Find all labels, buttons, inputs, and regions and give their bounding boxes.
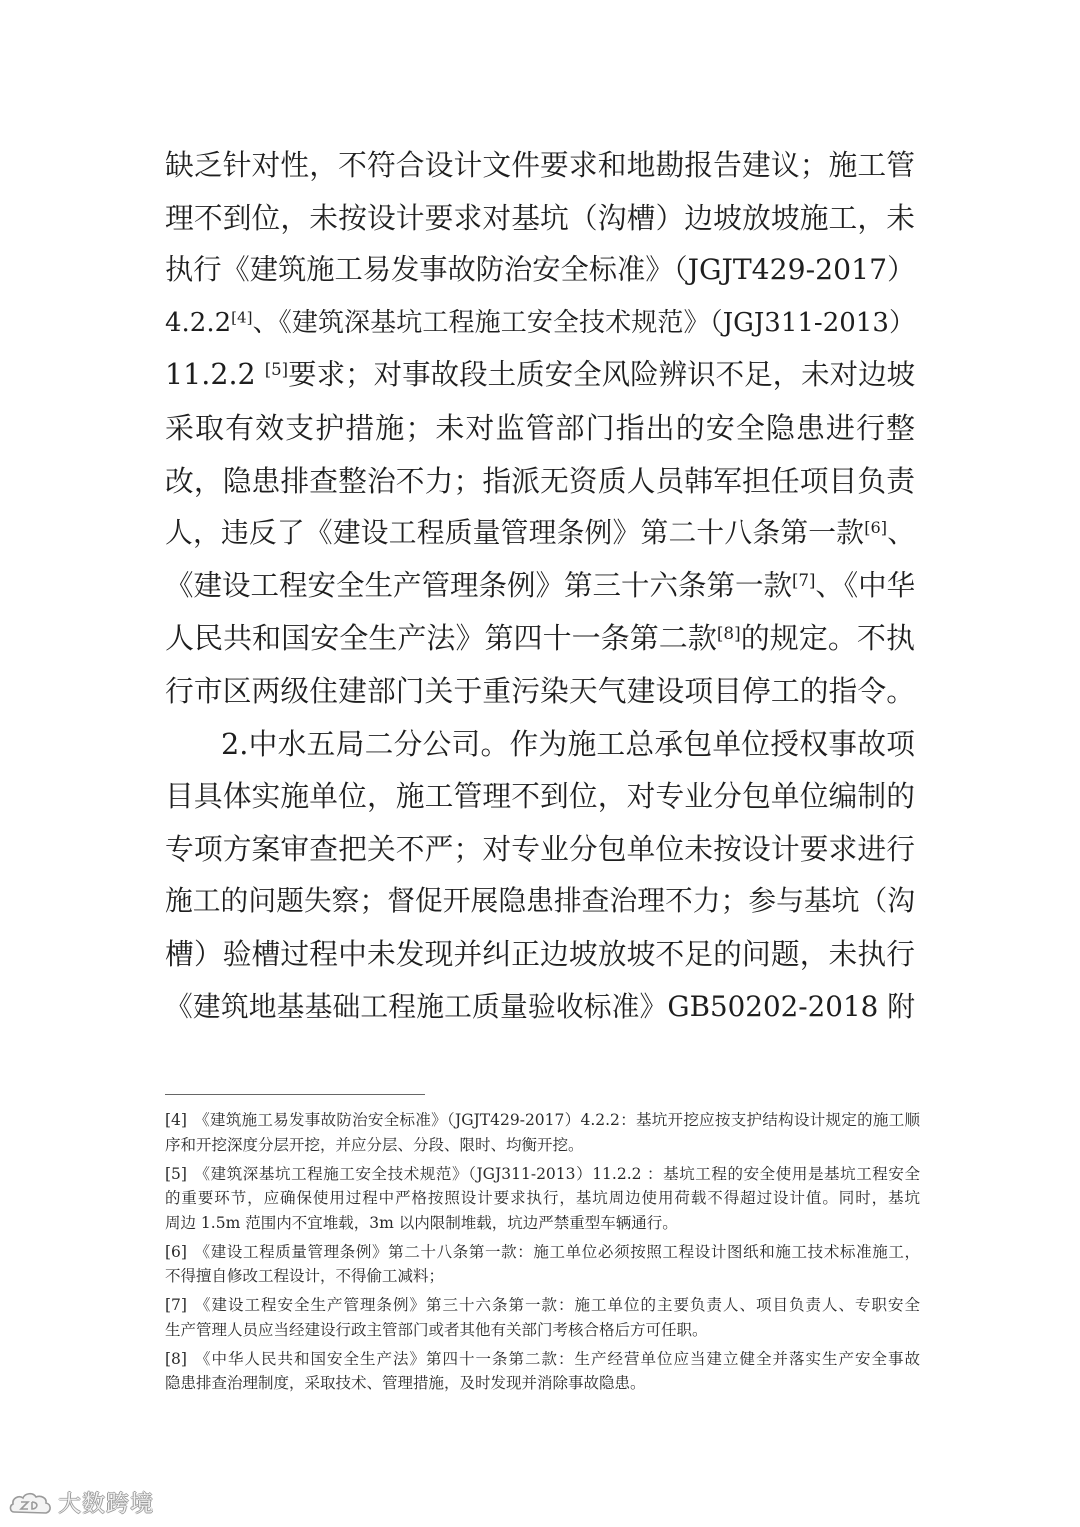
footnote-ref: [6] (864, 518, 888, 538)
footnote (165, 1240, 920, 1289)
body-text-run: 、 (887, 516, 915, 550)
watermark-text: 大数跨境 (58, 1491, 154, 1517)
body-text-run: 要求；对事故段土质安全风险辨识不足，未对边坡 (288, 358, 916, 392)
body-text-run: 4.2.2 (165, 307, 232, 338)
footnote-line (165, 1264, 920, 1289)
body-text-run: 槽）验槽过程中未发现并纠正边坡放坡不足的问题，未执行 (165, 936, 915, 971)
body-text-run: 、《建筑深基坑工程施工安全技术规范》（JGJ311-2013） (252, 307, 915, 338)
body-text-run: 施工的问题失察；督促开展隐患排查治理不力；参与基坑（沟 (165, 884, 915, 918)
body-text-run: 行市区两级住建部门关于重污染天气建设项目停工的指令。 (165, 673, 915, 708)
body-text-run: 人民共和国安全生产法》第四十一条第二款 (165, 621, 717, 656)
footnote-text: 的重要环节，应确保使用过程中严格按照设计要求执行，基坑周边使用荷载不得超过设计值。同时，基坑 (165, 1189, 920, 1207)
body-line (165, 928, 915, 981)
body-text-run: 11.2.2 (165, 358, 265, 392)
footnote-line (165, 1347, 920, 1372)
footnote-line (165, 1133, 920, 1158)
body-text-run: 目具体实施单位，施工管理不到位，对专业分包单位编制的 (165, 779, 915, 814)
body-line (165, 560, 915, 613)
body-text-run: 2.中水五局二分公司。作为施工总承包单位授权事故项 (221, 726, 915, 761)
footnote-label: [4] (165, 1111, 187, 1129)
footnote-text: 《建筑施工易发事故防治安全标准》（JGJT429-2017）4.2.2：基坑开挖应按支护结构设计规定的施工顺 (193, 1111, 920, 1129)
body-text-run: 的规定。不执 (740, 621, 915, 656)
body-text-run: 专项方案审查把关不严；对专业分包单位未按设计要求进行 (165, 831, 915, 866)
body-text-run: 采取有效支护措施；未对监管部门指出的安全隐患进行整 (165, 410, 915, 445)
footnote-ref: [8] (716, 623, 741, 644)
footnote-line (165, 1186, 920, 1211)
footnote (165, 1162, 920, 1236)
footnote-separator (165, 1094, 425, 1095)
body-text-run: 《建设工程安全生产管理条例》第三十六条第一款 (165, 568, 793, 602)
body-line (165, 455, 915, 508)
footnote-ref: [4] (231, 308, 253, 327)
body-text-run: 、《中华 (815, 568, 916, 602)
footnote-line (165, 1318, 920, 1343)
body-line (165, 875, 915, 928)
body-line (165, 402, 915, 455)
footnote-label: [8] (165, 1349, 187, 1368)
footnote-label: [5] (165, 1164, 187, 1183)
body-text-run: 执行《建筑施工易发事故防治安全标准》（JGJT429-2017） (165, 253, 916, 287)
body-text-run: 改，隐患排查整治不力；指派无资质人员韩军担任项目负责 (165, 463, 915, 498)
body-text-run: 《建筑地基基础工程施工质量验收标准》GB50202-2018 附 (165, 989, 915, 1023)
body-text-run: 人，违反了《建设工程质量管理条例》第二十八条第一款 (165, 516, 865, 550)
footnote-text: 周边 1.5m 范围内不宜堆载，3m 以内限制堆载，坑边严禁重型车辆通行。 (165, 1213, 678, 1232)
watermark (8, 1486, 158, 1522)
body-line (165, 718, 915, 771)
footnote (165, 1108, 920, 1157)
body-line (165, 507, 915, 560)
footnote-text: 《建设工程质量管理条例》第二十八条第一款：施工单位必须按照工程设计图纸和施工技术标准施工， (193, 1242, 920, 1261)
footnote-line (165, 1293, 920, 1318)
footnote-ref: [5] (264, 360, 289, 380)
footnote-text: 生产管理人员应当经建设行政主管部门或者其他有关部门考核合格后方可任职。 (165, 1320, 708, 1339)
footnote-line (165, 1371, 920, 1396)
body-line (165, 297, 915, 350)
footnote (165, 1293, 920, 1342)
body-line (165, 665, 915, 718)
footnote-line (165, 1211, 920, 1236)
footnote-line (165, 1108, 920, 1133)
footnote-line (165, 1162, 920, 1187)
body-line (165, 612, 915, 665)
cloud-logo-icon (8, 1488, 54, 1520)
footnote-ref: [7] (792, 570, 816, 590)
body-line (165, 349, 915, 402)
body-text-run: 理不到位，未按设计要求对基坑（沟槽）边坡放坡施工，未 (165, 200, 915, 235)
body-text-run: 缺乏针对性，不符合设计文件要求和地勘报告建议；施工管 (165, 148, 915, 182)
footnote (165, 1347, 920, 1396)
footnote-text: 《中华人民共和国安全生产法》第四十一条第二款：生产经营单位应当建立健全并落实生产安全事故 (193, 1349, 920, 1368)
body-line (165, 192, 915, 245)
body-line (165, 139, 915, 192)
footnote-text: 不得擅自修改工程设计，不得偷工减料； (165, 1267, 445, 1285)
body-line (165, 823, 915, 876)
body-text (165, 139, 915, 1033)
footnote-line (165, 1240, 920, 1265)
footnote-text: 《建筑深基坑工程施工安全技术规范》（JGJ311-2013）11.2.2 ：基坑工程的安全使用是基坑工程安全 (193, 1164, 920, 1183)
body-line (165, 981, 915, 1034)
body-line (165, 770, 915, 823)
footnote-label: [7] (165, 1296, 187, 1314)
footnotes (165, 1108, 920, 1396)
footnote-text: 《建设工程安全生产管理条例》第三十六条第一款：施工单位的主要负责人、项目负责人、专职安全 (193, 1296, 920, 1314)
footnote-text: 序和开挖深度分层开挖，并应分层、分段、限时、均衡开挖。 (165, 1135, 584, 1154)
footnote-text: 隐患排查治理制度，采取技术、管理措施，及时发现并消除事故隐患。 (165, 1374, 646, 1392)
body-line (165, 244, 915, 297)
footnote-label: [6] (165, 1242, 187, 1261)
